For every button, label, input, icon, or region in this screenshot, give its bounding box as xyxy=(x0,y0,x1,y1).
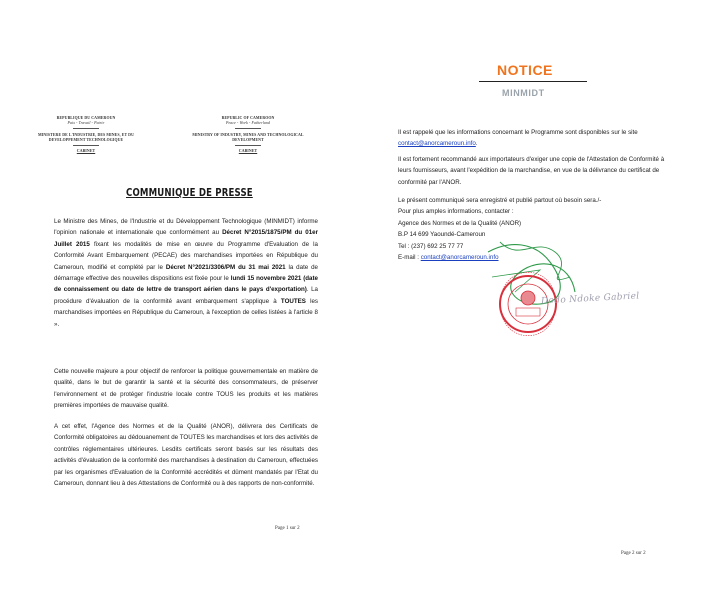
divider xyxy=(235,145,261,146)
text-span: les marchandises importées en République du Cameroun, à l'exception de celles listées à l'article 8 ». xyxy=(54,297,318,328)
paragraph-program-info xyxy=(398,127,678,150)
divider xyxy=(235,128,261,129)
text-span: Le Ministre des Mines, de l'Industrie et du Développement Technologique (MINMIDT) informe l'opinion nationale et internationale que conformément au xyxy=(54,218,318,237)
paragraph-objective: Cette nouvelle majeure a pour objectif de renforcer la politique gouvernementale en matière de qualité, dans le but de garantir la santé et la sécurité des consommateurs, de préserver l'environnement et de protéger l'industrie locale contre TOUS les produits et les matières premières importées de mauvaise qualité. xyxy=(54,368,318,410)
stamp-icon xyxy=(480,232,580,342)
paragraph-decree xyxy=(54,216,318,330)
letterhead-french xyxy=(26,116,146,154)
motto-en: Peace - Work - Fatherland xyxy=(225,121,271,125)
motto-fr: Paix - Travail - Patrie xyxy=(67,121,105,125)
page-number-1: Page 1 sur 2 xyxy=(275,526,300,531)
ministry-name-en: MINISTRY OF INDUSTRY, MINES AND TECHNOLOGICAL DEVELOPMENT xyxy=(192,133,304,142)
email-label: E-mail : xyxy=(398,254,421,262)
contact-intro: Pour plus amples informations, contacter : xyxy=(398,208,514,216)
official-stamp-and-signature xyxy=(480,232,580,342)
text-span: . xyxy=(475,140,478,148)
publication-note: Le présent communiqué sera enregistré et publié partout où besoin sera./- xyxy=(398,197,602,204)
ministry-name-fr: MINISTERE DE L'INDUSTRIE, DES MINES, ET DU DEVELOPPEMENT TECHNOLOGIQUE xyxy=(37,133,134,142)
agency-name: Agence des Normes et de la Qualité (ANOR) xyxy=(398,219,522,227)
phone-number: Tel : (237) 692 25 77 77 xyxy=(398,242,464,250)
notice-heading: NOTICE xyxy=(497,62,553,78)
republic-name-fr: REPUBLIQUE DU CAMEROUN xyxy=(56,116,116,120)
divider xyxy=(73,145,99,146)
text-span: fixant les modalités de mise en œuvre du Programme d'Evaluation de la Conformité Avant Embarquement (PECAE) des marchandises importées en République du Cameroun, modifié et complété par le xyxy=(54,240,318,271)
document-title: COMMUNIQUE DE PRESSE xyxy=(126,186,253,199)
document-page-1 xyxy=(0,0,355,592)
paragraph-anor-certificates: A cet effet, l'Agence des Normes et de la Qualité (ANOR), délivrera des Certificats de Conformité obligatoires au dédouanement de TOUTES les marchandises et lors des activités de contrôles réglementaires ultérieures. Lesdits certificats seront basés sur les résultats des activités d'évaluation de la conformité des marchandises à destination du Cameroun, effectuées par les organismes d'Evaluation de la Conformité accrédités et dûment mandatés par l'Etat du Cameroun, donnant lieu à des Attestations de Conformité ou à des rapports de non-conformité. xyxy=(54,423,318,488)
page-number-2: Page 2 sur 2 xyxy=(621,551,646,556)
republic-name-en: REPUBLIC OF CAMEROON xyxy=(221,116,275,120)
letterhead-english xyxy=(188,116,308,154)
paragraph-recommendation: Il est fortement recommandé aux importateurs d'exiger une copie de l'Attestation de Conformité à leurs fournisseurs, avant l'expédition de la marchandise, en vue de la délivrance du certificat de conformité par l'ANOR. xyxy=(398,156,665,186)
postal-address: B.P 14 699 Yaoundé-Cameroun xyxy=(398,231,486,239)
text-span: Il est rappelé que les informations concernant le Programme sont disponibles sur le site xyxy=(398,129,638,136)
cabinet-label-en: CABINET xyxy=(238,149,258,153)
website-link[interactable]: contact@anorcameroun.info xyxy=(398,140,476,148)
start-date: lundi 15 novembre 2021 (date de connaissement ou date de lettre de transport aérien dans le pays d'exportation) xyxy=(54,275,318,294)
divider xyxy=(73,128,99,129)
text-span: . La procédure d'évaluation de la conformité avant embarquement s'applique à xyxy=(54,286,318,305)
text-span: la date de démarrage effective des nouvelles dispositions est fixée pour le xyxy=(54,263,318,283)
document-page-2 xyxy=(355,0,715,592)
emphasis-toutes: TOUTES xyxy=(280,297,306,305)
email-link[interactable]: contact@anorcameroun.info xyxy=(420,254,499,262)
decree-2015-reference: Décret N°2015/1875/PM du 01er Juillet 2015 xyxy=(54,229,319,248)
notice-subtitle: MINMIDT xyxy=(502,88,545,98)
cabinet-label-fr: CABINET xyxy=(76,149,96,153)
signatory-name: Dodo Ndoke Gabriel xyxy=(540,291,640,307)
divider xyxy=(479,81,587,82)
decree-2021-reference: Décret N°2021/3306/PM du 31 mai 2021 xyxy=(165,263,286,271)
